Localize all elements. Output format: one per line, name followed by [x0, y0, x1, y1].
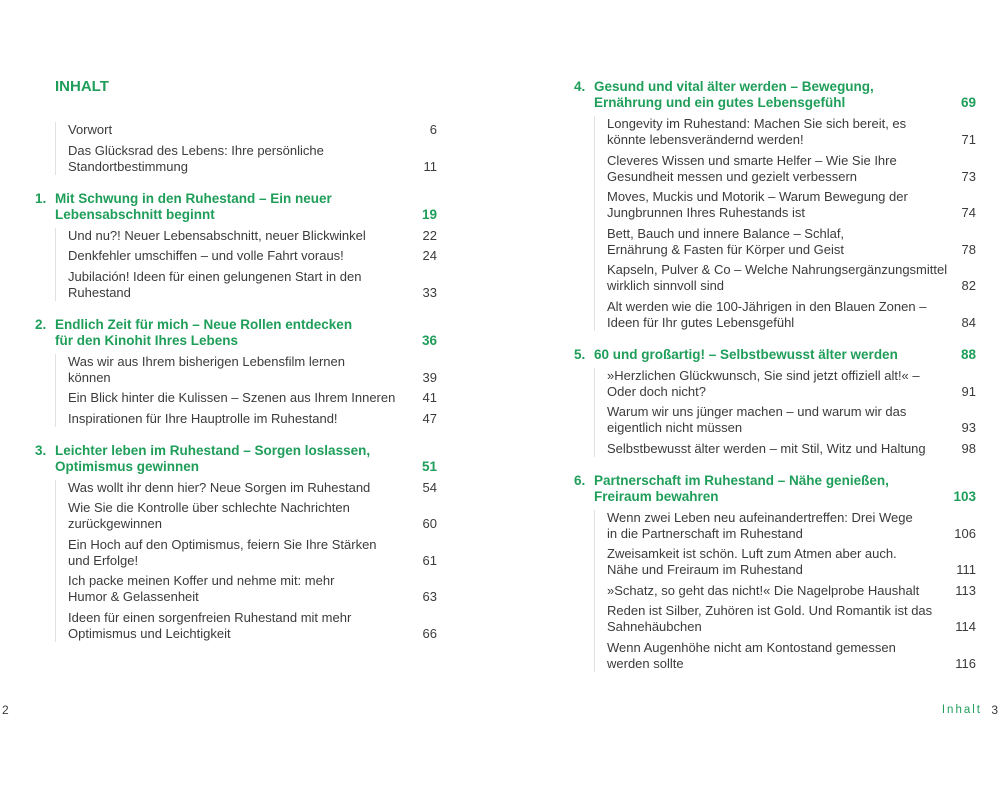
toc-entry	[68, 269, 437, 301]
entry-page-number: 33	[422, 284, 437, 300]
toc-entry	[607, 603, 976, 635]
entry-title-line: Zweisamkeit ist schön. Luft zum Atmen aber auch.	[607, 546, 897, 561]
entry-page-number: 54	[422, 479, 437, 495]
toc-entry	[68, 411, 437, 427]
chapter-page-number: 103	[953, 488, 976, 504]
toc-entry	[607, 640, 976, 672]
entry-title-line: Gesundheit messen und gezielt verbessern	[607, 168, 858, 184]
entry-title-line: Vorwort	[68, 122, 113, 137]
section-list	[594, 510, 976, 672]
entry-title-line: Jubilación! Ideen für einen gelungenen Start in den	[68, 268, 362, 284]
entry-page-number: 84	[961, 314, 976, 330]
chapter-number: 6.	[574, 472, 586, 488]
entry-title-line: Inspirationen für Ihre Hauptrolle im Ruhestand!	[68, 410, 338, 426]
chapter-heading	[574, 473, 976, 505]
chapter-number: 1.	[35, 190, 47, 206]
entry-title-line: Humor & Gelassenheit	[68, 589, 199, 604]
entry-title-line: Selbstbewusst älter werden – mit Stil, Witz und Haltung	[607, 440, 926, 456]
toc-entry	[68, 390, 437, 406]
toc-entry	[607, 226, 976, 258]
toc-entry	[68, 248, 437, 264]
right-page-toc	[574, 79, 976, 672]
toc-entry	[607, 404, 976, 436]
entry-title-line: Jungbrunnen Ihres Ruhestands ist	[607, 205, 806, 220]
entry-title-line: Wenn zwei Leben neu aufeinandertreffen: Drei Wege	[607, 509, 913, 525]
left-page-toc	[35, 78, 437, 642]
chapter	[574, 347, 976, 457]
entry-title-line: »Schatz, so geht das nicht!« Die Nagelprobe Haushalt	[607, 582, 920, 598]
entry-page-number: 113	[955, 582, 976, 598]
entry-page-number: 63	[422, 589, 437, 604]
chapter-heading	[574, 79, 976, 111]
chapter-title-line: Partnerschaft im Ruhestand – Nähe genießen,	[594, 472, 889, 488]
chapter-title-line: Endlich Zeit für mich – Neue Rollen entdecken	[55, 316, 353, 332]
toc-entry	[607, 441, 976, 457]
section-list	[594, 368, 976, 457]
front-matter-list	[55, 122, 437, 175]
chapter	[35, 191, 437, 301]
entry-title-line: werden sollte	[607, 655, 684, 671]
chapter	[35, 443, 437, 642]
entry-title-line: Standortbestimmung	[68, 158, 188, 174]
entry-page-number: 6	[429, 122, 437, 137]
entry-title-line: Was wollt ihr denn hier? Neue Sorgen im Ruhestand	[68, 479, 371, 495]
entry-page-number: 61	[422, 552, 437, 568]
entry-page-number: 71	[961, 132, 976, 147]
entry-title-line: eigentlich nicht müssen	[607, 420, 743, 435]
page-number-right: 3	[991, 703, 998, 717]
entry-title-line: »Herzlichen Glückwunsch, Sie sind jetzt offiziell alt!« –	[607, 367, 920, 383]
chapter	[574, 79, 976, 331]
chapter-title-line: Lebensabschnitt beginnt	[55, 206, 215, 222]
section-list	[55, 480, 437, 642]
entry-title-line: wirklich sinnvoll sind	[607, 278, 725, 293]
toc-entry	[68, 573, 437, 605]
section-list	[55, 354, 437, 427]
page-number-left: 2	[2, 703, 9, 717]
entry-page-number: 73	[961, 168, 976, 184]
toc-entry	[68, 610, 437, 642]
toc-entry	[607, 299, 976, 331]
chapter-number: 5.	[574, 346, 586, 362]
entry-title-line: Denkfehler umschiffen – und volle Fahrt voraus!	[68, 248, 344, 263]
entry-title-line: Moves, Muckis und Motorik – Warum Bewegung der	[607, 189, 908, 204]
entry-page-number: 111	[956, 562, 976, 577]
entry-page-number: 74	[961, 205, 976, 220]
chapter-list	[35, 191, 437, 642]
entry-page-number: 66	[422, 625, 437, 641]
toc-entry	[607, 368, 976, 400]
entry-title-line: Warum wir uns jünger machen – und warum wir das	[607, 404, 907, 419]
chapter-heading	[35, 317, 437, 349]
entry-page-number: 47	[422, 410, 437, 426]
entry-page-number: 60	[422, 516, 437, 531]
entry-title-line: Cleveres Wissen und smarte Helfer – Wie Sie Ihre	[607, 152, 897, 168]
entry-page-number: 78	[961, 241, 976, 257]
entry-title-line: Optimismus und Leichtigkeit	[68, 625, 231, 641]
section-list	[594, 116, 976, 331]
entry-title-line: Ideen für Ihr gutes Lebensgefühl	[607, 314, 795, 330]
entry-title-line: Ernährung & Fasten für Körper und Geist	[607, 241, 845, 257]
chapter-page-number: 69	[960, 95, 976, 110]
chapter-title-line: Ernährung und ein gutes Lebensgefühl	[594, 95, 846, 110]
toc-entry	[68, 143, 437, 175]
chapter-title-line: Optimismus gewinnen	[55, 458, 200, 474]
toc-entry	[68, 354, 437, 386]
entry-title-line: Sahnehäubchen	[607, 619, 702, 634]
entry-title-line: Ich packe meinen Koffer und nehme mit: mehr	[68, 573, 335, 588]
entry-page-number: 22	[422, 227, 437, 243]
toc-entry	[607, 116, 976, 148]
running-head: Inhalt	[941, 704, 982, 716]
entry-page-number: 98	[961, 440, 976, 456]
entry-title-line: und Erfolge!	[68, 552, 139, 568]
toc-entry	[68, 122, 437, 138]
chapter-list	[574, 79, 976, 672]
entry-page-number: 106	[954, 525, 976, 541]
entry-title-line: Alt werden wie die 100-Jährigen in den Blauen Zonen –	[607, 298, 927, 314]
toc-entry	[68, 500, 437, 532]
entry-page-number: 11	[423, 158, 437, 174]
toc-entry	[607, 583, 976, 599]
entry-title-line: Ein Hoch auf den Optimismus, feiern Sie Ihre Stärken	[68, 536, 377, 552]
toc-entry	[68, 480, 437, 496]
entry-title-line: könnte lebensverändernd werden!	[607, 132, 804, 147]
entry-title-line: zurückgewinnen	[68, 516, 162, 531]
entry-title-line: Was wir aus Ihrem bisherigen Lebensfilm lernen	[68, 353, 345, 369]
entry-title-line: Wenn Augenhöhe nicht am Kontostand gemessen	[607, 639, 896, 655]
entry-page-number: 24	[422, 248, 437, 263]
entry-title-line: Bett, Bauch und innere Balance – Schlaf,	[607, 225, 845, 241]
chapter-page-number: 88	[960, 346, 976, 362]
entry-page-number: 91	[961, 383, 976, 399]
entry-page-number: 41	[422, 390, 437, 405]
chapter-page-number: 51	[421, 458, 437, 474]
entry-title-line: Kapseln, Pulver & Co – Welche Nahrungsergänzungsmittel	[607, 262, 948, 277]
chapter-number: 2.	[35, 316, 47, 332]
entry-title-line: Reden ist Silber, Zuhören ist Gold. Und Romantik ist das	[607, 603, 933, 618]
entry-page-number: 93	[961, 420, 976, 435]
entry-title-line: Das Glücksrad des Lebens: Ihre persönliche	[68, 142, 324, 158]
toc-entry	[607, 189, 976, 221]
chapter	[574, 473, 976, 672]
chapter-page-number: 19	[421, 206, 437, 222]
entry-page-number: 116	[955, 655, 976, 671]
toc-heading: INHALT	[55, 78, 109, 95]
chapter-heading	[574, 347, 976, 363]
chapter-number: 3.	[35, 442, 47, 458]
chapter-heading	[35, 443, 437, 475]
entry-title-line: Wie Sie die Kontrolle über schlechte Nachrichten	[68, 500, 350, 515]
section-list	[55, 228, 437, 301]
toc-entry	[68, 228, 437, 244]
chapter-title-line: Freiraum bewahren	[594, 488, 719, 504]
entry-title-line: Ein Blick hinter die Kulissen – Szenen aus Ihrem Inneren	[68, 390, 396, 405]
chapter-title-line: Leichter leben im Ruhestand – Sorgen loslassen,	[55, 442, 371, 458]
chapter-heading	[35, 191, 437, 223]
chapter-title-line: für den Kinohit Ihres Lebens	[55, 332, 239, 348]
entry-page-number: 114	[955, 619, 976, 634]
chapter-title-line: Mit Schwung in den Ruhestand – Ein neuer	[55, 190, 332, 206]
toc-entry	[607, 546, 976, 578]
entry-title-line: Und nu?! Neuer Lebensabschnitt, neuer Blickwinkel	[68, 227, 366, 243]
toc-entry	[607, 262, 976, 294]
entry-title-line: Nähe und Freiraum im Ruhestand	[607, 562, 803, 577]
chapter	[35, 317, 437, 427]
entry-page-number: 82	[961, 278, 976, 293]
entry-title-line: Longevity im Ruhestand: Machen Sie sich bereit, es	[607, 116, 907, 131]
toc-entry	[607, 153, 976, 185]
entry-title-line: Oder doch nicht?	[607, 383, 707, 399]
entry-title-line: können	[68, 369, 111, 385]
chapter-title-line: 60 und großartig! – Selbstbewusst älter werden	[594, 346, 898, 362]
chapter-number: 4.	[574, 79, 586, 94]
toc-entry	[68, 537, 437, 569]
toc-entry	[607, 510, 976, 542]
entry-title-line: in die Partnerschaft im Ruhestand	[607, 525, 803, 541]
chapter-page-number: 36	[421, 332, 437, 348]
chapter-title-line: Gesund und vital älter werden – Bewegung,	[594, 79, 874, 94]
entry-page-number: 39	[422, 369, 437, 385]
entry-title-line: Ruhestand	[68, 284, 131, 300]
entry-title-line: Ideen für einen sorgenfreien Ruhestand mit mehr	[68, 609, 352, 625]
